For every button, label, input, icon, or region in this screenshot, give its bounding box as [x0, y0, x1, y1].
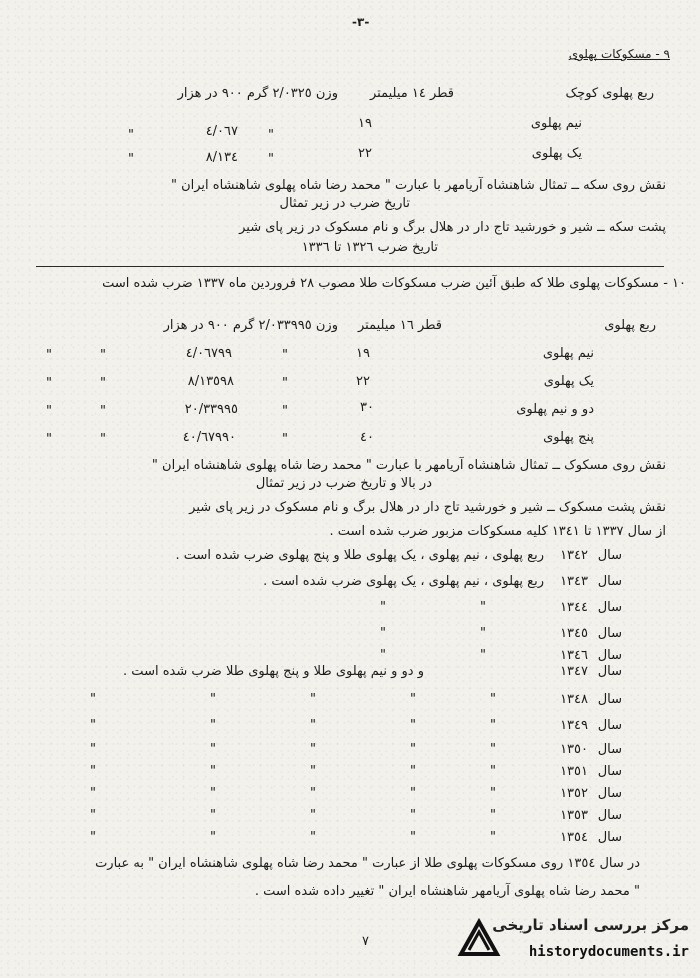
row-label: ربع پهلوی — [604, 318, 656, 333]
row-diameter: قطر ١٦ میلیمتر — [357, 318, 442, 333]
reverse-date: تاریخ ضرب ١٣٢٦ تا ١٣٣٦ — [301, 240, 438, 255]
year-value: ١٣٤٧ — [560, 664, 588, 679]
row-weight: ٤/٠٦٧ — [205, 124, 238, 139]
reverse-text: پشت سکه ــ شیر و خورشید تاج دار در هلال برگ و نام مسکوک در زیر پای شیر — [239, 220, 666, 235]
ditto-row: " " " — [46, 404, 288, 419]
row-label: یک پهلوی — [531, 146, 582, 161]
divider — [36, 266, 664, 267]
years-intro: از سال ١٣٣٧ تا ١٣٤١ کلیه مسکوکات مزبور ضرب شده است . — [329, 524, 666, 539]
row-diameter: ١٩ — [358, 116, 372, 131]
row-diameter: ١٩ — [356, 346, 370, 361]
year-label: سال — [597, 692, 622, 707]
document-page: -٣- ٩ - مسکوکات پهلوی ربع پهلوی کوچک قطر ١٤ میلیمتر وزن ٢/٠٣٢٥ گرم ٩٠٠ در هزار نیم پهلوی ١٩ ٤/٠٦٧ یک پهلوی ٢٢ ٨/١٣٤ " " " " نقش روی سکه ــ تمثال شاهنشاه آریامهر با عبارت " محمد رضا شاه پهلوی شاهنشاه ایران " تاریخ ضرب در زیر تمثال پشت سکه ــ شیر و خورشید تاج دار در هلال برگ و نام مسکوک در زیر پای شیر تاریخ ضرب ١٣٢٦ تا ١٣٣٦ ١٠ - مسکوکات پهلوی طلا که طبق آئین ضرب مسکوکات طلا مصوب ٢٨ فروردین ماه ١٣٣٧ ضرب شده است ربع پهلوی قطر ١٦ میلیمتر وزن ٢/٠٣٣٩٩٥ گرم ٩٠٠ در هزار نیم پهلوی ١٩ ٤/٠٦٧٩٩ یک پهلوی ٢٢ ٨/١٣٥٩٨ دو و نیم پهلوی ٣٠ ٢٠/٣٣٩٩٥ پنج پهلوی ٤٠ ٤٠/٦٧٩٩٠ " " " " " " " " " " " " نقش روی مسکوک ــ تمثال شاهنشاه آریامهر با عبارت " محمد رضا شاه پهلوی شاهنشاه ایران " در بالا و تاریخ ضرب در زیر تمثال نقش پشت مسکوک ــ شیر و خورشید تاج دار در هلال برگ و نام مسکوک در زیر پای شیر از سال ١٣٣٧ تا ١٣٤١ کلیه مسکوکات مزبور ضرب شده است . سال ١٣٤٢ ربع پهلوی ، نیم پهلوی ، یک پهلوی طلا و پنج پهلوی ضرب شده است . سال ١٣٤٣ ربع پهلوی ، نیم پهلوی ، یک پهلوی ضرب شده است . سال ١٣٤٤ " " سال ١٣٤٥ " " سال ١٣٤٦ " " سال ١٣٤٧ و دو و نیم پهلوی طلا و پنج پهلوی طلا ضرب شده است . سال ١٣٤٨ " " " " " سال ١٣٤٩ " " " " " سال ١٣٥٠ " " " " " سال ١٣٥١ " " " " " سال ١٣٥٢ " " " " " سال ١٣٥٣ " " " " " سال ١٣٥٤ " " " " " در سال ١٣٥٤ روی مسکوکات پهلوی طلا از عبارت " محمد رضا شاه پهلوی شاهنشاه ایران " به عبارت " محمد رضا شاه پهلوی آریامهر شاهنشاه ایران " تغییر داده شده است . ٧ مرکز بررسی اسناد تاریخی historydocuments.ir — [0, 0, 700, 978]
row-diameter: ٢٢ — [356, 374, 370, 389]
row-label: یک پهلوی — [543, 374, 594, 389]
year-label: سال — [597, 786, 622, 801]
row-weight: ٤٠/٦٧٩٩٠ — [182, 430, 236, 445]
ditto-row: " " " — [46, 348, 288, 363]
year-value: ١٣٤٩ — [560, 718, 588, 733]
year-value: ١٣٤٣ — [560, 574, 588, 589]
row-label: دو و نیم پهلوی — [516, 402, 594, 417]
row-diameter: قطر ١٤ میلیمتر — [369, 86, 454, 101]
year-label: سال — [597, 548, 622, 563]
ditto-row: " " " — [46, 432, 288, 447]
row-label: پنج پهلوی — [543, 430, 594, 445]
archive-watermark — [455, 912, 695, 976]
year-value: ١٣٥٢ — [560, 786, 588, 801]
footnote-line-1: در سال ١٣٥٤ روی مسکوکات پهلوی طلا از عبارت " محمد رضا شاه پهلوی شاهنشاه ایران " به عبارت — [95, 856, 640, 871]
year-value: ١٣٤٤ — [560, 600, 588, 615]
row-label: ربع پهلوی کوچک — [565, 86, 654, 101]
ditto-mark: " — [128, 152, 134, 167]
year-label: سال — [597, 764, 622, 779]
row-label: نیم پهلوی — [530, 116, 582, 131]
row-weight: ٨/١٣٥٩٨ — [187, 374, 234, 389]
page-number: -٣- — [352, 15, 370, 29]
bottom-mark: ٧ — [362, 934, 369, 949]
year-value: ١٣٥١ — [560, 764, 588, 779]
row-diameter: ٣٠ — [360, 400, 374, 415]
year-label: سال — [597, 574, 622, 589]
row-weight: ٢٠/٣٣٩٩٥ — [184, 402, 238, 417]
reverse-text: نقش پشت مسکوک ــ شیر و خورشید تاج دار در هلال برگ و نام مسکوک در زیر پای شیر — [189, 500, 666, 515]
obverse-date: تاریخ ضرب در زیر تمثال — [279, 196, 410, 211]
row-weight: وزن ٢/٠٣٣٩٩٥ گرم ٩٠٠ در هزار — [163, 318, 338, 333]
ditto-row: " " " — [46, 376, 288, 391]
year-value: ١٣٤٦ — [560, 648, 588, 663]
section-header: ٩ - مسکوکات پهلوی — [568, 47, 670, 61]
row-weight: ٤/٠٦٧٩٩ — [185, 346, 232, 361]
obverse-text-2: در بالا و تاریخ ضرب در زیر تمثال — [255, 476, 432, 491]
row-label: نیم پهلوی — [542, 346, 594, 361]
year-label: سال — [597, 664, 622, 679]
year-label: سال — [597, 626, 622, 641]
obverse-text: نقش روی سکه ــ تمثال شاهنشاه آریامهر با عبارت " محمد رضا شاه پهلوی شاهنشاه ایران " — [170, 178, 666, 193]
ditto-mark: " — [128, 128, 134, 143]
ditto-mark: " — [268, 152, 274, 167]
row-diameter: ٤٠ — [360, 430, 374, 445]
year-label: سال — [597, 648, 622, 663]
year-value: ١٣٥٣ — [560, 808, 588, 823]
year-value: ١٣٤٢ — [560, 548, 588, 563]
row-diameter: ٢٢ — [358, 146, 372, 161]
year-value: ١٣٤٨ — [560, 692, 588, 707]
year-value: ١٣٥٠ — [560, 742, 588, 757]
ditto-mark: " — [268, 128, 274, 143]
obverse-text: نقش روی مسکوک ــ تمثال شاهنشاه آریامهر با عبارت " محمد رضا شاه پهلوی شاهنشاه ایران " — [151, 458, 666, 473]
row-weight: وزن ٢/٠٣٢٥ گرم ٩٠٠ در هزار — [177, 86, 338, 101]
year-label: سال — [597, 808, 622, 823]
watermark-title: مرکز بررسی اسناد تاریخی — [492, 916, 689, 934]
row-weight: ٨/١٣٤ — [205, 150, 238, 165]
footnote-line-2: " محمد رضا شاه پهلوی آریامهر شاهنشاه ایران " تغییر داده شده است . — [254, 884, 640, 899]
year-note: و دو و نیم پهلوی طلا و پنج پهلوی طلا ضرب شده است . — [123, 664, 424, 679]
watermark-url: historydocuments.ir — [528, 944, 689, 960]
section-heading: ١٠ - مسکوکات پهلوی طلا که طبق آئین ضرب مسکوکات طلا مصوب ٢٨ فروردین ماه ١٣٣٧ ضرب شده است — [102, 276, 686, 291]
year-value: ١٣٥٤ — [560, 830, 588, 845]
year-label: سال — [597, 830, 622, 845]
year-note: ربع پهلوی ، نیم پهلوی ، یک پهلوی طلا و پنج پهلوی ضرب شده است . — [175, 548, 544, 563]
year-label: سال — [597, 600, 622, 615]
year-note: ربع پهلوی ، نیم پهلوی ، یک پهلوی ضرب شده است . — [263, 574, 544, 589]
year-value: ١٣٤٥ — [560, 626, 588, 641]
year-label: سال — [597, 742, 622, 757]
year-label: سال — [597, 718, 622, 733]
